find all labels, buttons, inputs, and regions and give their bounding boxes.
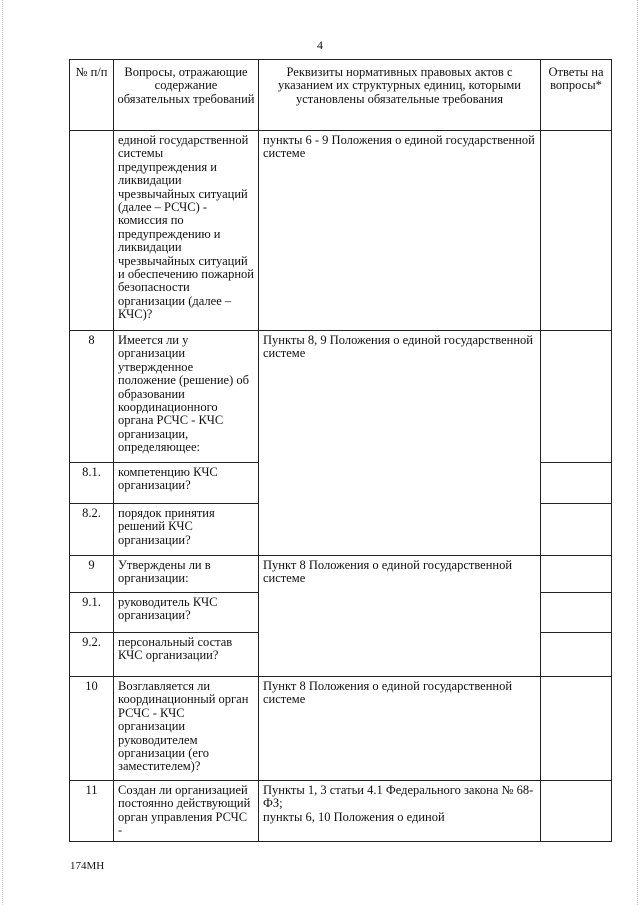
row-question: Утверждены ли в организации: [114, 556, 259, 593]
answer-cell[interactable] [541, 504, 612, 556]
row-num: 9.2. [70, 633, 114, 677]
page-number: 4 [317, 38, 323, 52]
row-num: 8.2. [70, 504, 114, 556]
row-question: Создан ли организацией постоянно действующий орган управления РСЧС - [114, 781, 259, 842]
row-requisite: Пункт 8 Положения о единой государственной системе [259, 556, 541, 677]
document-code: 174МН [70, 860, 105, 872]
row-num: 11 [70, 781, 114, 842]
answer-cell[interactable] [541, 781, 612, 842]
row-requisite: Пункты 8, 9 Положения о единой государственной системе [259, 331, 541, 556]
answer-cell[interactable] [541, 556, 612, 593]
row-num: 9.1. [70, 593, 114, 633]
table-row [70, 677, 612, 781]
table-row [70, 556, 612, 593]
requisite-line: Пункты 1, 3 статьи 4.1 Федерального закона № 68-ФЗ; [263, 783, 534, 811]
requisite-line: пункты 6, 10 Положения о единой [263, 809, 445, 824]
row-requisite [259, 781, 541, 842]
table-row [70, 131, 612, 331]
row-question: Имеется ли у организации утвержденное положение (решение) об образовании координационного органа РСЧС - КЧС организации, определяющее: [114, 331, 259, 463]
row-num: 10 [70, 677, 114, 781]
table-row [70, 331, 612, 463]
requirements-table [69, 59, 612, 842]
row-question: единой государственной системы предупреждения и ликвидации чрезвычайных ситуаций (далее – РСЧС) - комиссия по предупреждению и ликвидации чрезвычайных ситуаций и обеспечению пожарной безопасности организации (далее – КЧС)? [114, 131, 259, 331]
answer-cell[interactable] [541, 633, 612, 677]
row-requisite: Пункт 8 Положения о единой государственной системе [259, 677, 541, 781]
row-requisite: пункты 6 - 9 Положения о единой государственной системе [259, 131, 541, 331]
answer-cell[interactable] [541, 593, 612, 633]
row-question: Возглавляется ли координационный орган РСЧС - КЧС организации руководителем организации (его заместителем)? [114, 677, 259, 781]
header-answers: Ответы на вопросы* [541, 60, 612, 131]
header-requisites: Реквизиты нормативных правовых актов с указанием их структурных единиц, которыми установлены обязательные требования [259, 60, 541, 131]
scan-edge-left [2, 0, 4, 905]
row-question: порядок принятия решений КЧС организации? [114, 504, 259, 556]
answer-cell[interactable] [541, 331, 612, 463]
table-row [70, 781, 612, 842]
scan-edge-right [636, 0, 638, 905]
row-num: 8.1. [70, 463, 114, 504]
row-question: руководитель КЧС организации? [114, 593, 259, 633]
row-question: персональный состав КЧС организации? [114, 633, 259, 677]
answer-cell[interactable] [541, 677, 612, 781]
row-num [70, 131, 114, 331]
table-header-row [70, 60, 612, 131]
answer-cell[interactable] [541, 131, 612, 331]
header-num: № п/п [70, 60, 114, 131]
header-question: Вопросы, отражающие содержание обязательных требований [114, 60, 259, 131]
row-question: компетенцию КЧС организации? [114, 463, 259, 504]
row-num: 9 [70, 556, 114, 593]
row-num: 8 [70, 331, 114, 463]
answer-cell[interactable] [541, 463, 612, 504]
